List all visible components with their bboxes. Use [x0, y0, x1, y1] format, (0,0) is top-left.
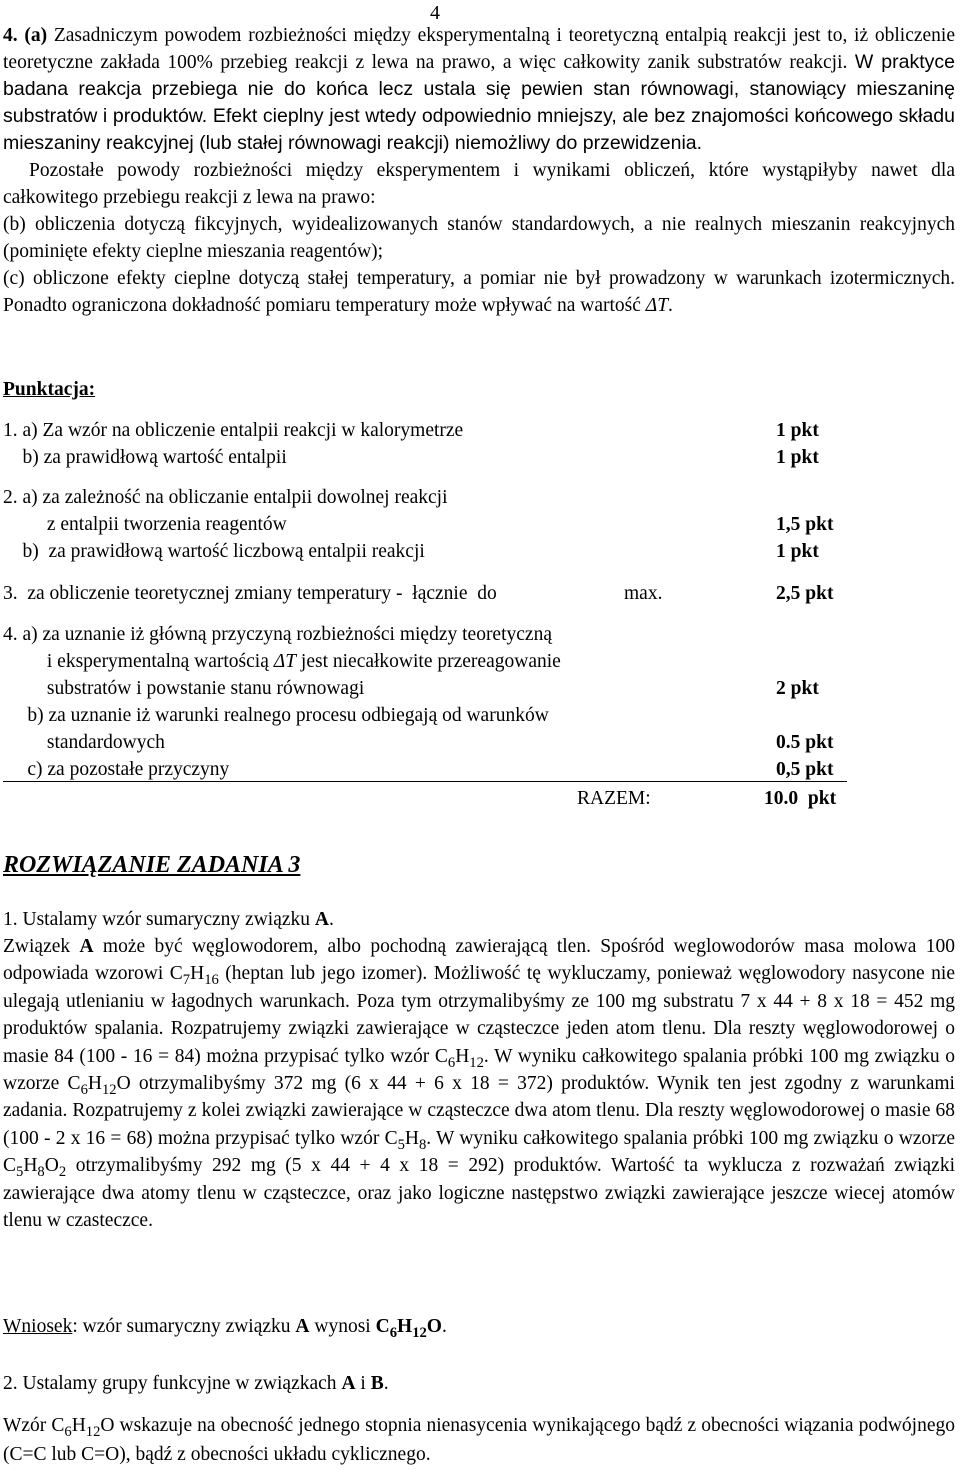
delta-t-symbol: ΔT — [273, 651, 297, 672]
page-number: 4 — [430, 2, 440, 24]
scoring-max-label: max. — [624, 583, 663, 604]
final-paragraph: Wzór $C_6H_{12}O$ wskazuje na obecność jednego stopnia nienasycenia wynikającego bądź z obecności wiązania podwójnego (C=C lub C=O), bądź z obecności układu cyklicznego. — [3, 1415, 955, 1465]
scoring-points: 0,5 pkt — [776, 759, 834, 780]
para-a-sentence-4: Pozostałe powody rozbieżności między eksperymentem i wynikami obliczeń, które wystąpiłyby nawet dla całkowitego przebiegu reakcji z lewa na prawo: — [3, 160, 955, 208]
scoring-line: 4. a) za uznanie iż główną przyczyną rozbieżności między teoretyczną — [3, 624, 552, 645]
para-a-sentence-1: 4. (a) Zasadniczym powodem rozbieżności między eksperymentalną i teoretyczną entalpią reakcji jest to, iż obliczenie teoretyczne zakłada 100% przebieg reakcji z lewa na prawo, a więc całkowity zanik substratów reakcji. — [3, 25, 955, 73]
scoring-points: 0.5 pkt — [776, 732, 834, 753]
scoring-points: 1 pkt — [776, 447, 819, 468]
delta-t-symbol: ΔT — [645, 295, 669, 316]
scoring-line: b) za uznanie iż warunki realnego procesu odbiegają od warunków — [3, 705, 549, 726]
scoring-points: 1 pkt — [776, 541, 819, 562]
scoring-line: 1. a) Za wzór na obliczenie entalpii reakcji w kalorymetrze — [3, 420, 464, 441]
scoring-line: standardowych — [3, 732, 165, 753]
scoring-line: i eksperymentalną wartością ΔT jest niecałkowite przereagowanie — [3, 651, 561, 672]
total-label: RAZEM: — [577, 788, 651, 809]
para-a-sentence-2: W praktyce badana reakcja przebiega nie do końca lecz ustala się pewien stan równowagi, stanowiący mieszaninę substratów i produktów. — [3, 51, 955, 127]
conclusion-label: Wniosek — [3, 1316, 73, 1337]
total-points: 10.0 pkt — [764, 788, 837, 809]
answer-4-paragraph — [3, 22, 955, 319]
formula-c6h12o: $C_6H_{12}O$ — [375, 1316, 442, 1342]
solution-heading: ROZWIĄZANIE ZADANIA 3 — [3, 852, 301, 878]
scoring-points: 2 pkt — [776, 678, 819, 699]
solution-paragraph: Związek A może być węglowodorem, albo pochodną zawierającą tlen. Spośród weglowodorów masa molowa 100 odpowiada wzorowi $C_7H_{16}$ (heptan lub jego izomer). Możliwość tę wykluczamy, ponieważ węglowodory nasycone nie ulegają utlenianiu w łagodnych warunkach. Poza tym otrzymalibyśmy ze 100 mg substratu 7 x 44 + 8 x 18 = 452 mg produktów spalania. Rozpatrujemy związki zawierające w cząsteczce jeden atom tlenu. Dla reszty węglowodorowej o masie 84 (100 - 16 = 84) można przypisać tylko wzór $C_6H_{12}$. W wyniku całkowitego spalania próbki 100 mg związku o wzorze $C_6H_{12}O$ otrzymalibyśmy 372 mg (6 x 44 + 6 x 18 = 372) produktów. Wynik ten jest zgodny z warunkami zadania. Rozpatrujemy z kolei związki zawierające w cząsteczce dwa atom tlenu. Dla reszty węglowodorowej o masie 68 (100 - 2 x 16 = 68) można przypisać tylko wzór $C_5H_8$. W wyniku całkowitego spalania próbki 100 mg związku o wzorze $C_5H_8O_2$ otrzymalibyśmy 292 mg (5 x 44 + 4 x 18 = 292) produktów. Wartość ta wyklucza z rozważań związki zawierające dwa atomy tlenu w cząsteczce, oraz jako logiczne następstwo związki zawierające jeszcze wiecej atomów tlenu w czasteczce. — [3, 936, 955, 1232]
conclusion: Wniosek: wzór sumaryczny związku A wynosi $C_6H_{12}O$. — [3, 1316, 447, 1342]
scoring-line: 3. za obliczenie teoretycznej zmiany temperatury - łącznie do — [3, 583, 497, 604]
scoring-line-underlined: c) za pozostałe przyczyny — [3, 756, 847, 782]
step-2-title: 2. Ustalamy grupy funkcyjne w związkach A i B. — [3, 1373, 389, 1394]
scoring-line: z entalpii tworzenia reagentów — [3, 514, 287, 535]
para-c-1: (c) obliczone efekty cieplne dotyczą stałej temperatury, a pomiar nie był prowadzony w warunkach izotermicznych. — [3, 268, 955, 289]
para-a-sentence-3: Efekt cieplny jest wtedy odpowiednio mniejszy, ale bez znajomości końcowego składu mieszaniny reakcyjnej (lub stałej równowagi reakcji) niemożliwy do przewidzenia. — [3, 105, 956, 154]
para-c-end: . — [668, 295, 673, 316]
scoring-line: 2. a) za zależność na obliczanie entalpii dowolnej reakcji — [3, 487, 448, 508]
scoring-points: 1,5 pkt — [776, 514, 834, 535]
scoring-points: 2,5 pkt — [776, 583, 834, 604]
para-b: (b) obliczenia dotyczą fikcyjnych, wyidealizowanych stanów standardowych, a nie realnych mieszanin reakcyjnych (pominięte efekty cieplne mieszania reagentów); — [3, 214, 955, 262]
scoring-line: substratów i powstanie stanu równowagi — [3, 678, 365, 699]
scoring-title: Punktacja: — [3, 379, 96, 400]
step-1-title: 1. Ustalamy wzór sumaryczny związku A. — [3, 909, 334, 930]
para-c-2: Ponadto ograniczona dokładność pomiaru temperatury może wpływać na wartość — [3, 295, 646, 316]
scoring-line: b) za prawidłową wartość liczbową entalpii reakcji — [3, 541, 425, 562]
scoring-points: 1 pkt — [776, 420, 819, 441]
scoring-line: b) za prawidłową wartość entalpii — [3, 447, 287, 468]
